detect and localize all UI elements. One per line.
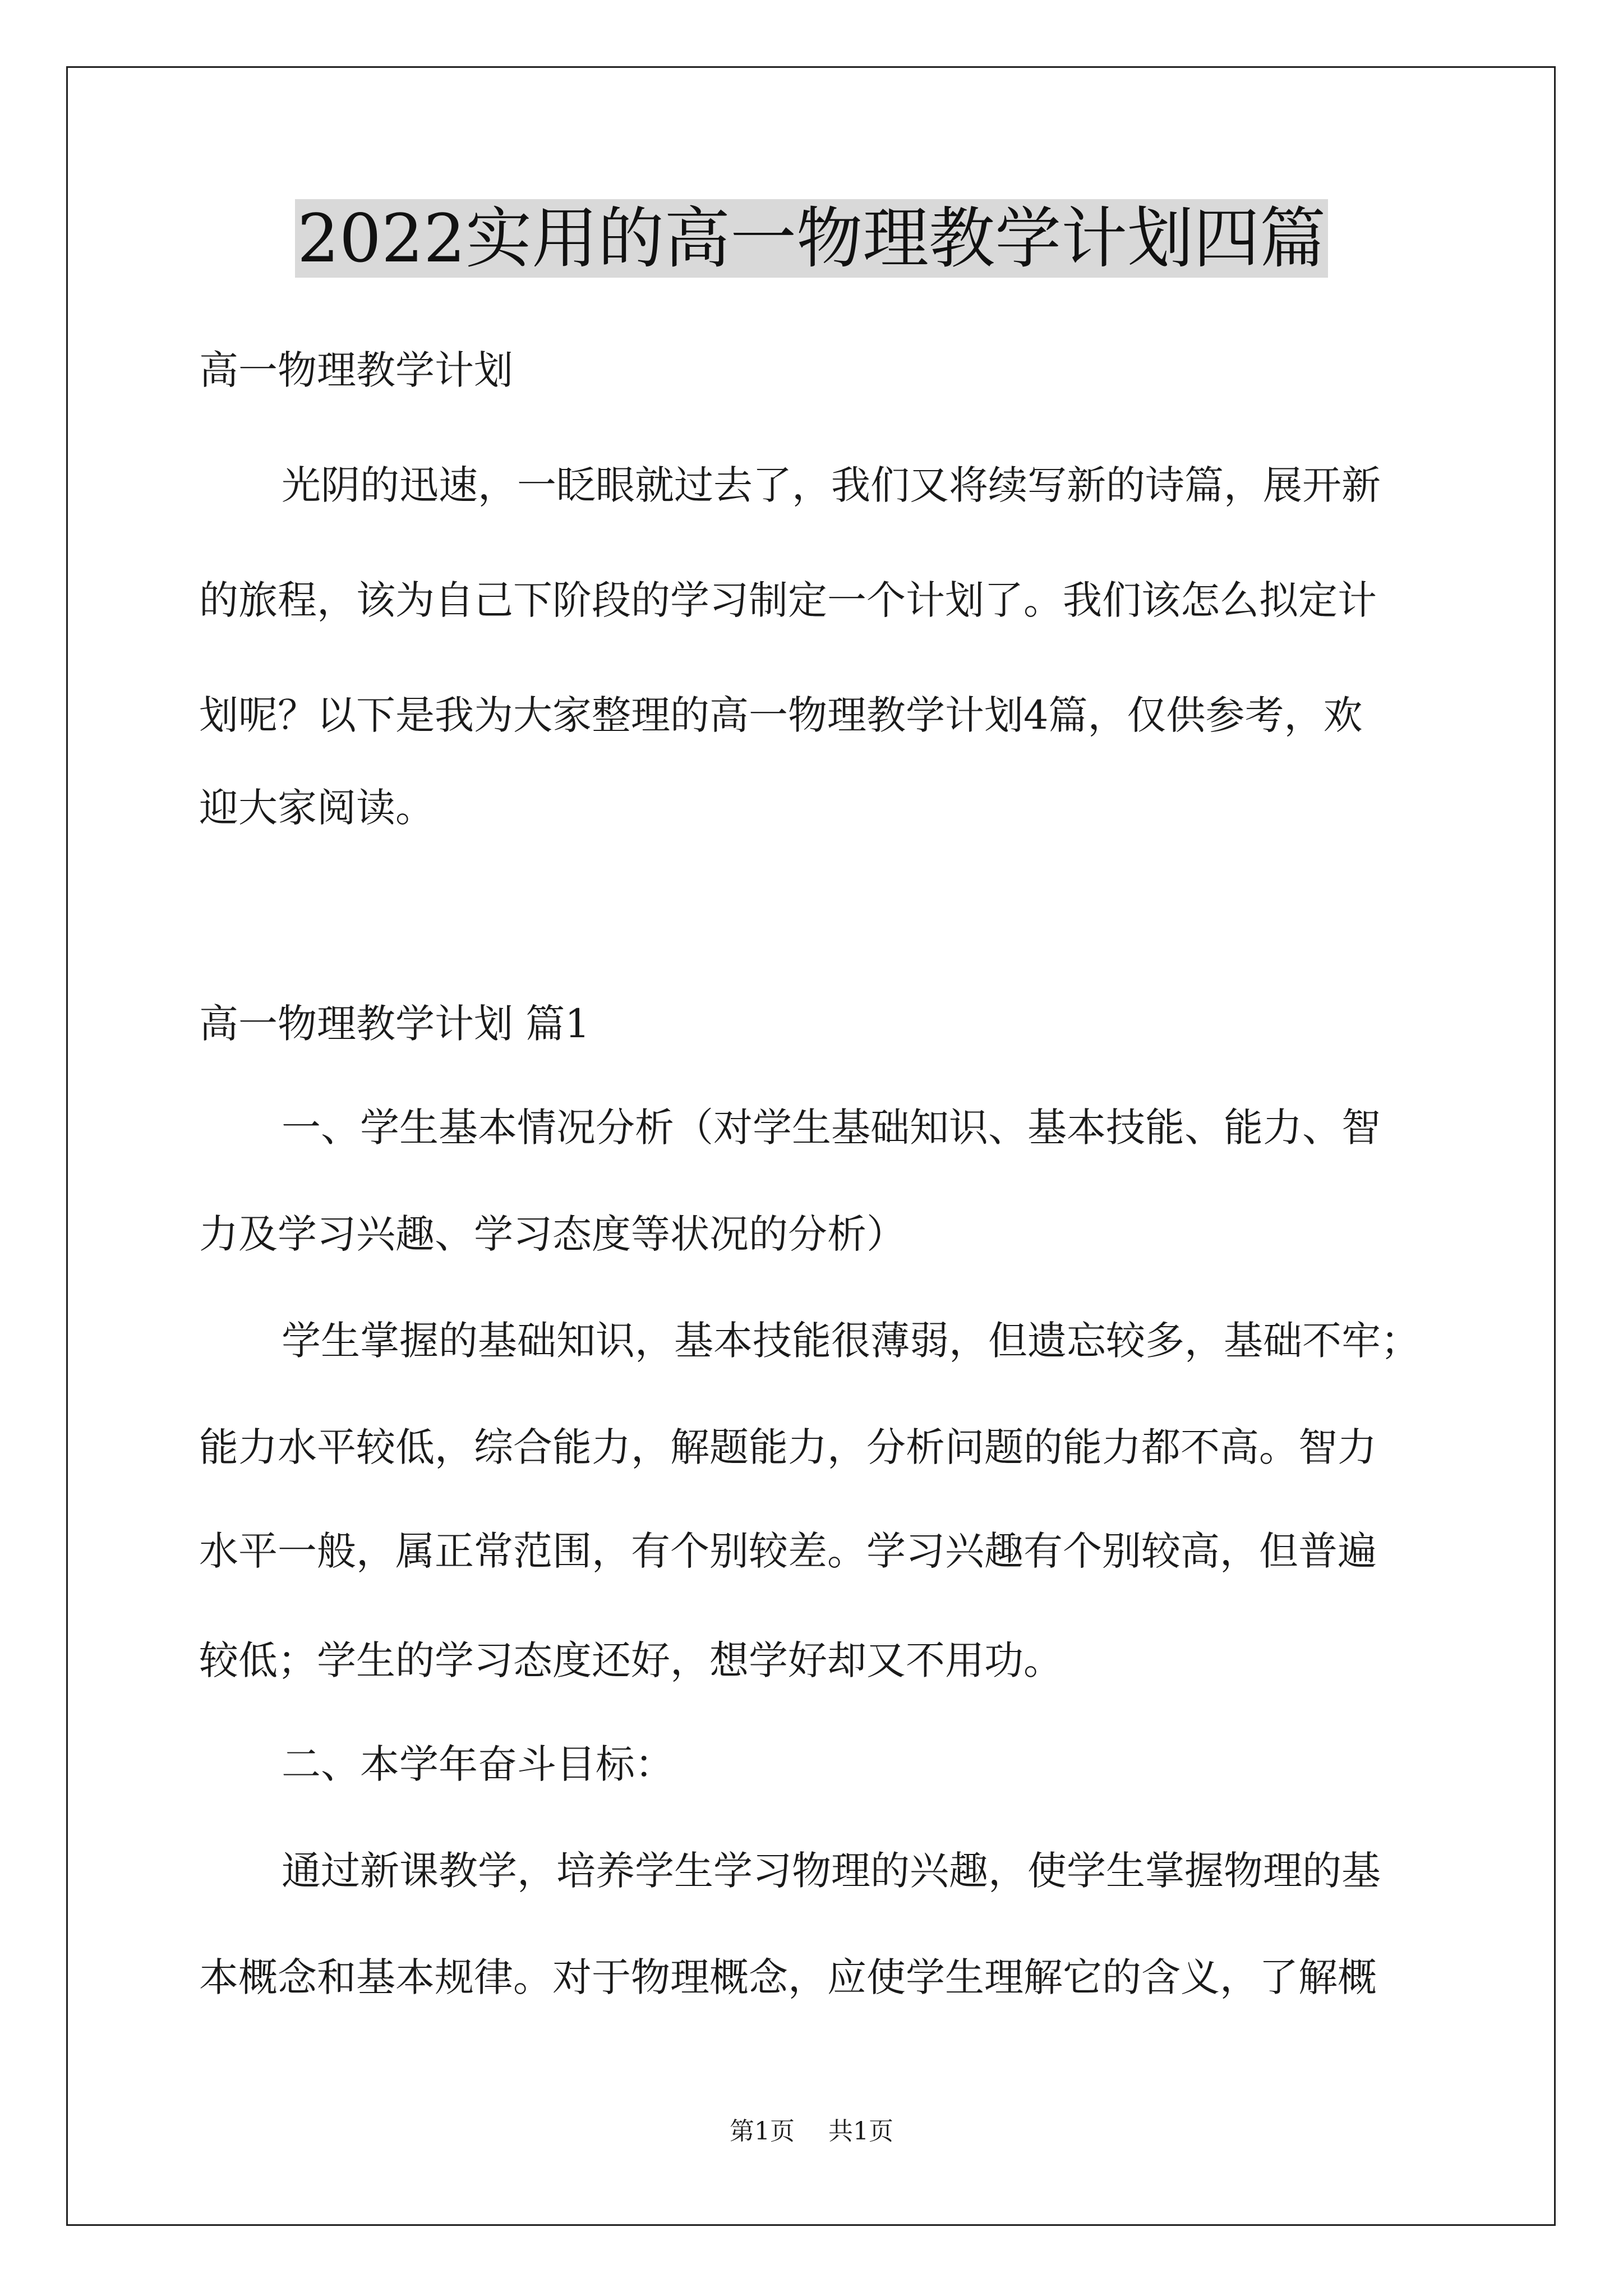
title-container <box>0 199 1623 278</box>
paragraph-line: 一、学生基本情况分析（对学生基础知识、基本技能、能力、智 <box>282 1105 1381 1151</box>
paragraph-line: 力及学习兴趣、学习态度等状况的分析） <box>199 1211 906 1257</box>
paragraph-line: 能力水平较低，综合能力，解题能力，分析问题的能力都不高。智力 <box>199 1424 1377 1470</box>
paragraph-line: 水平一般，属正常范围，有个别较差。学习兴趣有个别较高，但普遍 <box>199 1528 1377 1574</box>
paragraph-line: 光阴的迅速，一眨眼就过去了，我们又将续写新的诗篇，展开新 <box>282 462 1381 508</box>
paragraph-line: 的旅程，该为自己下阶段的学习制定一个计划了。我们该怎么拟定计 <box>199 577 1377 623</box>
page-footer <box>0 2116 1623 2147</box>
paragraph-line: 划呢？以下是我为大家整理的高一物理教学计划4篇，仅供参考，欢 <box>199 692 1363 738</box>
section-heading: 高一物理教学计划 篇1 <box>199 1001 590 1047</box>
paragraph-line: 二、本学年奋斗目标： <box>282 1741 674 1787</box>
section-heading: 高一物理教学计划 <box>199 347 513 393</box>
paragraph-line: 学生掌握的基础知识，基本技能很薄弱，但遗忘较多，基础不牢； <box>282 1318 1420 1364</box>
page-number-total: 共1页 <box>828 2117 893 2146</box>
document-title: 2022实用的高一物理教学计划四篇 <box>295 199 1328 278</box>
page-number-current: 第1页 <box>730 2117 795 2146</box>
paragraph-line: 本概念和基本规律。对于物理概念，应使学生理解它的含义，了解概 <box>199 1954 1377 2000</box>
paragraph-line: 较低；学生的学习态度还好，想学好却又不用功。 <box>199 1637 1063 1683</box>
paragraph-line: 迎大家阅读。 <box>199 785 435 831</box>
paragraph-line: 通过新课教学，培养学生学习物理的兴趣，使学生掌握物理的基 <box>282 1848 1381 1894</box>
